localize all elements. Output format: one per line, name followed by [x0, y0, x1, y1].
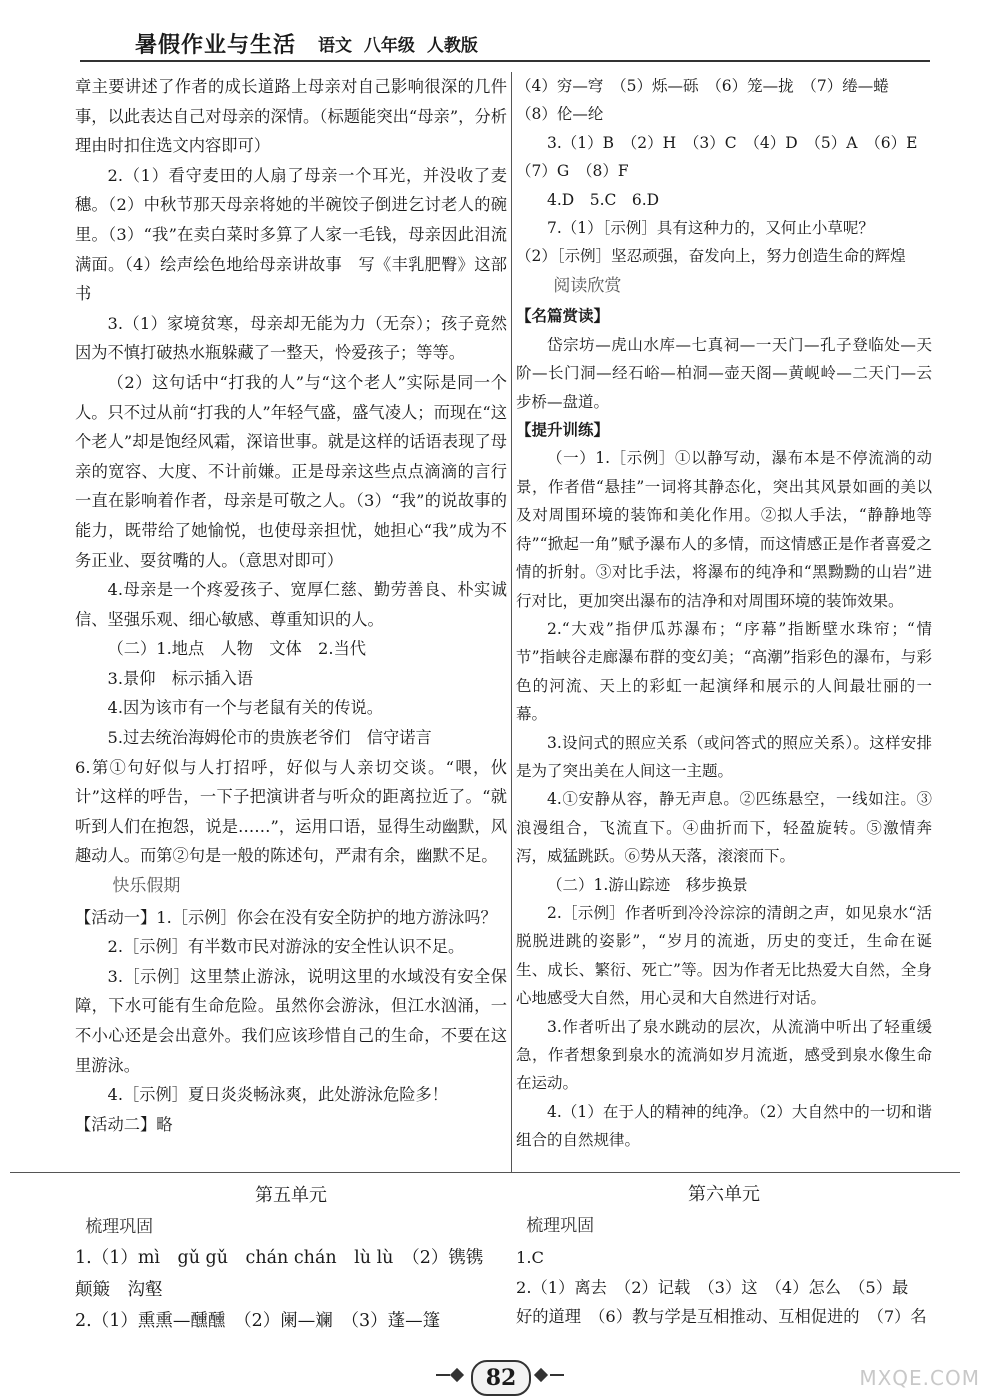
unit-five-block — [75, 1180, 507, 1338]
page-number: 82 — [471, 1360, 531, 1396]
answer-paragraph: （二）1.游山踪迹 移步换景 — [547, 875, 748, 894]
answer-paragraph: 2.（1）熏熏—醺醺 （2）阑—斓 （3）蓬—篷 — [75, 1311, 441, 1332]
footer-line-right — [550, 1374, 564, 1376]
site-watermark: MXQE.COM — [859, 1366, 980, 1390]
answer-paragraph: 7.（1）［示例］具有这种力的，又何止小草呢？ — [547, 219, 874, 238]
answer-paragraph: 4.D 5.C 6.D — [547, 190, 660, 209]
famous-reading-heading: 【名篇赏读】 — [516, 306, 610, 326]
answer-paragraph: 3.作者听出了泉水跳动的层次，从流淌中听出了轻重缓急，作者想象到泉水的流淌如岁月流逝，感受到泉水像生命在运动。 — [516, 1017, 932, 1093]
answer-paragraph: （2）［示例］坚忍顽强，奋发向上，努力创造生命的辉煌 — [516, 247, 906, 266]
unit-six-lines — [516, 1243, 932, 1332]
book-subtitle: 语文 八年级 人教版 — [318, 36, 478, 56]
footer-diamond-right-icon — [534, 1368, 548, 1382]
answer-paragraph: 1.（1）mì gǔ gǔ chán chán lù lù （2）镌镌 — [75, 1248, 484, 1269]
answer-paragraph: 3.景仰 标示插入语 — [107, 668, 254, 688]
unit-five-subtitle: 梳理巩固 — [85, 1216, 154, 1237]
column-divider — [511, 72, 512, 1172]
answer-paragraph: 章主要讲述了作者的成长道路上母亲对自己影响很深的几件事，以此表达自己对母亲的深情。（标题能突出“母亲”，分析理由时扣住选文内容即可） — [75, 77, 507, 156]
answer-paragraph: 【活动二】略 — [75, 1114, 173, 1134]
answer-paragraph: 3.［示例］这里禁止游泳，说明这里的水域没有安全保障，下水可能有生命危险。虽然你会游泳，但江水汹涌，一不小心还是会出意外。我们应该珍惜自己的生命，不要在这里游泳。 — [75, 966, 507, 1075]
improve-training-heading: 【提升训练】 — [516, 420, 610, 440]
activity-paragraphs — [75, 903, 507, 1140]
answer-paragraph: 4.［示例］夏日炎炎畅泳爽，此处游泳危险多！ — [107, 1085, 449, 1105]
answer-paragraph: 2.“大戏”指伊瓜苏瀑布；“序幕”指断壁水珠帘；“情节”指峡谷走廊瀑布群的变幻美；“高潮”指彩色的瀑布，与彩色的河流、天上的彩虹一起演绎和展示的人间最壮丽的一幕。 — [516, 619, 932, 724]
answer-paragraph: （7）G （8）F — [516, 162, 629, 181]
answer-paragraph: （二）1.地点 人物 文体 2.当代 — [107, 639, 367, 659]
header-rule — [80, 60, 930, 62]
book-title: 暑假作业与生活 — [135, 33, 297, 58]
answer-paragraph: 1.C — [516, 1248, 544, 1268]
answer-paragraph: 4.因为该市有一个与老鼠有关的传说。 — [107, 698, 384, 718]
unit-six-subtitle: 梳理巩固 — [526, 1215, 595, 1236]
section-reading: 阅读欣赏 — [553, 275, 622, 296]
answer-paragraph: 3.（1）家境贫寒，母亲却无能为力（无奈）；孩子竟然因为不慎打破热水瓶躲藏了一整天，怜爱孩子；等等。 — [75, 313, 507, 363]
answer-paragraph: 2.［示例］作者听到冷泠淙淙的清朗之声，如见泉水“活脱脱进跳的姿影”，“岁月的流逝，历史的变迁，生命在诞生、成长、繁衍、死亡”等。因为作者无比热爱大自然，全身心地感受大自然，用心灵和大自然进行对话。 — [516, 903, 932, 1008]
improve-paragraphs — [516, 444, 932, 1154]
answer-paragraph: （2）这句话中“打我的人”与“这个老人”实际是同一个人。只不过从前“打我的人”年轻气盛，盛气凌人；而现在“这个老人”却是饱经风霜，深谙世事。就是这样的话语表现了母亲的宽容、大度、不计前嫌。正是母亲这些点点滴滴的言行一直在影响着作者，母亲是可敬之人。（3）“我”的说故事的能力，既带给了她愉悦，也使母亲担忧，她担心“我”成为不务正业、耍贫嘴的人。（意思对即可） — [75, 372, 507, 570]
answer-paragraph: （4）穷—穹 （5）烁—砾 （6）笼—拢 （7）绻—蜷 — [516, 77, 889, 95]
answer-paragraph: 2.［示例］有半数市民对游泳的安全性认识不足。 — [107, 937, 465, 957]
answer-paragraph: 5.过去统治海姆伦市的贵族老爷们 信守诺言 — [107, 728, 432, 748]
unit-five-title: 第五单元 — [255, 1185, 327, 1206]
answer-paragraph: 颠簸 沟壑 — [75, 1279, 163, 1300]
famous-reading-text: 岱宗坊—虎山水库—七真祠—一天门—孔子登临处—天阶—长门洞—经石峪—柏洞—壶天阁—黄岘岭—二天门—云步桥—盘道。 — [516, 335, 932, 411]
footer-line-left — [436, 1374, 450, 1376]
left-column — [75, 72, 507, 1139]
page-footer — [0, 1356, 1000, 1396]
unit-five-lines — [75, 1243, 507, 1338]
answer-paragraph: 6.第①句好似与人打招呼，好似与人亲切交谈。“喂，伙计”这样的呼告，一下子把演讲者与听众的距离拉近了。“就听到人们在抱怨，说是……”，运用口语，显得生动幽默，风趣动人。而第②句是一般的陈述句，严肃有余，幽默不足。 — [75, 757, 507, 866]
answer-paragraph: 2.（1）看守麦田的人扇了母亲一个耳光，并没收了麦穗。（2）中秋节那天母亲将她的半碗饺子倒进乞讨老人的碗里。（3）“我”在卖白菜时多算了人家一毛钱，母亲因此泪流满面。（4）绘声绘色地给母亲讲故事 写《丰乳肥臀》这部书 — [75, 165, 507, 304]
footer-diamond-left-icon — [450, 1368, 464, 1382]
answer-paragraph: 【活动一】1.［示例］你会在没有安全防护的地方游泳吗？ — [75, 907, 497, 927]
section-happy-holiday: 快乐假期 — [112, 876, 181, 897]
answer-paragraph: 4.母亲是一个疼爱孩子、宽厚仁慈、勤劳善良、朴实诚信、坚强乐观、细心敏感、尊重知识的人。 — [75, 580, 507, 629]
answer-paragraph: 3.设问式的照应关系（或问答式的照应关系）。这样安排是为了突出美在人间这一主题。 — [516, 733, 932, 780]
answer-paragraph: 好的道理 （6）教与学是互相推动、互相促进的 （7）名 — [516, 1307, 927, 1327]
answer-paragraph: （8）伦—纶 — [516, 105, 604, 124]
right-paragraphs — [516, 72, 932, 271]
answer-paragraph: （一）1.［示例］①以静写动，瀑布本是不停流淌的动景，作者借“悬挂”一词将其静态化，突出其风景如画的美以及对周围环境的装饰和美化作用。②拟人手法，“静静地等待”“掀起一角”赋予瀑布人的多情，而这情感正是作者喜爱之情的折射。③对比手法，将瀑布的纯净和“黑黝黝的山岩”进行对比，更加突出瀑布的洁净和对周围环境的装饰效果。 — [516, 449, 932, 610]
answer-paragraph: 4.①安静从容，静无声息。②匹练悬空，一线如注。③浪漫组合，飞流直下。④曲折而下，轻盈旋转。⑤激情奔泻，威猛跳跃。⑥势从天落，滚滚而下。 — [516, 790, 932, 866]
answer-paragraph: 4.（1）在于人的精神的纯净。（2）大自然中的一切和谐组合的自然规律。 — [516, 1102, 932, 1150]
page-header — [0, 0, 1000, 70]
unit-divider — [10, 1172, 960, 1173]
left-paragraphs — [75, 72, 507, 871]
answer-paragraph: 2.（1）离去 （2）记载 （3）这 （4）怎么 （5）最 — [516, 1277, 909, 1297]
unit-six-title: 第六单元 — [688, 1184, 760, 1205]
answer-paragraph: 3.（1）B （2）H （3）C （4）D （5）A （6）E — [547, 133, 918, 152]
unit-six-block — [516, 1180, 932, 1332]
right-column — [516, 72, 932, 1155]
